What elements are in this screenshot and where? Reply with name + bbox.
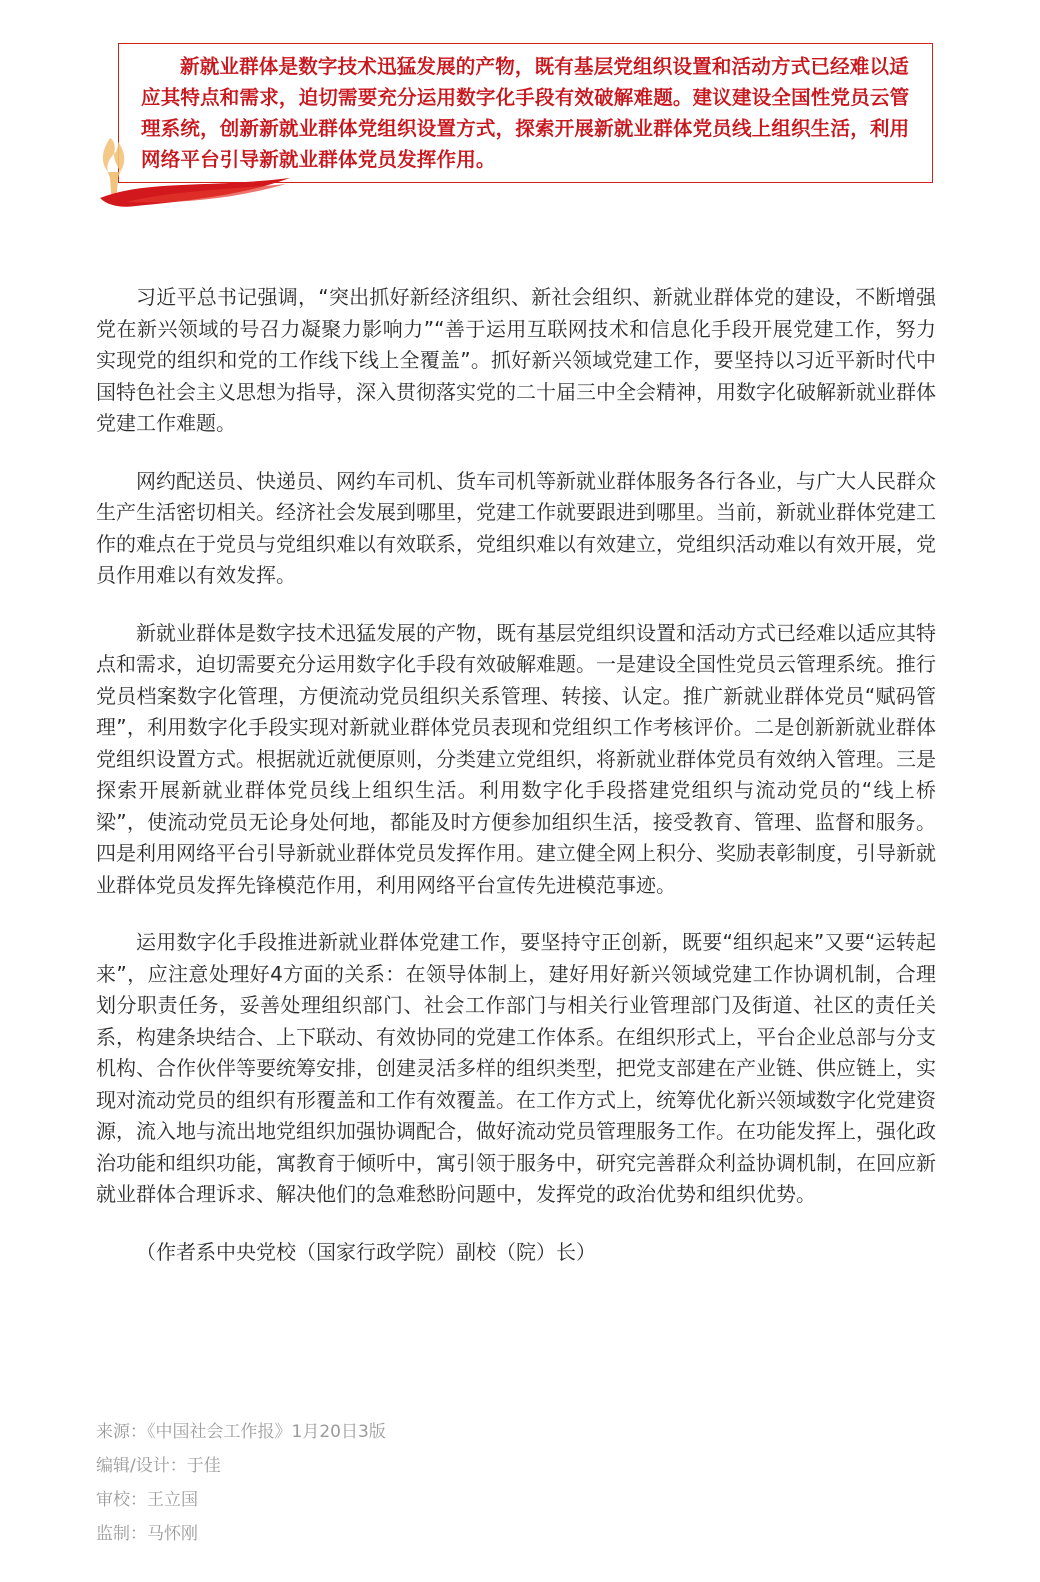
article-paragraph-3: 新就业群体是数字技术迅猛发展的产物，既有基层党组织设置和活动方式已经难以适应其特点和需求，迫切需要充分运用数字化手段有效破解难题。一是建设全国性党员云管理系统。推行党员档案数字化管理，方便流动党员组织关系管理、转接、认定。推广新就业群体党员“赋码管理”，利用数字化手段实现对新就业群体党员表现和党组织工作考核评价。二是创新新就业群体党组织设置方式。根据就近就便原则，分类建立党组织，将新就业群体党员有效纳入管理。三是探索开展新就业群体党员线上组织生活。利用数字化手段搭建党组织与流动党员的“线上桥梁”，使流动党员无论身处何地，都能及时方便参加组织生活，接受教育、管理、监督和服务。四是利用网络平台引导新就业群体党员发挥作用。建立健全网上积分、奖励表彰制度，引导新就业群体党员发挥先锋模范作用，利用网络平台宣传先进模范事迹。 bbox=[96, 620, 936, 897]
article-paragraph-2: 网约配送员、快递员、网约车司机、货车司机等新就业群体服务各行各业，与广大人民群众生产生活密切相关。经济社会发展到哪里，党建工作就要跟进到哪里。当前，新就业群体党建工作的难点在于党员与党组织难以有效联系，党组织难以有效建立，党组织活动难以有效开展，党员作用难以有效发挥。 bbox=[96, 468, 936, 587]
credit-editor: 编辑/设计：于佳 bbox=[96, 1456, 221, 1476]
article-paragraph-1: 习近平总书记强调，“突出抓好新经济组织、新社会组织、新就业群体党的建设，不断增强党在新兴领域的号召力凝聚力影响力”“善于运用互联网技术和信息化手段开展党建工作，努力实现党的组织和党的工作线下线上全覆盖”。抓好新兴领域党建工作，要坚持以习近平新时代中国特色社会主义思想为指导，深入贯彻落实党的二十届三中全会精神，用数字化破解新就业群体党建工作难题。 bbox=[96, 285, 936, 435]
article-paragraph-4: 运用数字化手段推进新就业群体党建工作，要坚持守正创新，既要“组织起来”又要“运转起来”，应注意处理好4方面的关系：在领导体制上，建好用好新兴领域党建工作协调机制，合理划分职责任务，妥善处理组织部门、社会工作部门与相关行业管理部门及街道、社区的责任关系，构建条块结合、上下联动、有效协同的党建工作体系。在组织形式上，平台企业总部与分支机构、合作伙伴等要统筹安排，创建灵活多样的组织类型，把党支部建在产业链、供应链上，实现对流动党员的组织有形覆盖和工作有效覆盖。在工作方式上，统筹优化新兴领域数字化党建资源，流入地与流出地党组织加强协调配合，做好流动党员管理服务工作。在功能发挥上，强化政治功能和组织功能，寓教育于倾听中，寓引领于服务中，研究完善群众利益协调机制，在回应新就业群体合理诉求、解决他们的急难愁盼问题中，发挥党的政治优势和组织优势。 bbox=[96, 930, 936, 1206]
credit-source: 来源：《中国社会工作报》1月20日3版 bbox=[96, 1422, 386, 1442]
torch-ribbon-icon bbox=[96, 128, 292, 212]
article-body bbox=[96, 282, 936, 1268]
summary-text: 新就业群体是数字技术迅猛发展的产物，既有基层党组织设置和活动方式已经难以适应其特点和需求，迫切需要充分运用数字化手段有效破解难题。建议建设全国性党员云管理系统，创新新就业群体党组织设置方式，探索开展新就业群体党员线上组织生活，利用网络平台引导新就业群体党员发挥作用。 bbox=[141, 55, 910, 171]
credits-block bbox=[96, 1415, 696, 1551]
credit-producer: 监制：马怀刚 bbox=[96, 1524, 198, 1544]
credit-reviewer: 审校：王立国 bbox=[96, 1490, 198, 1510]
author-note: （作者系中央党校（国家行政学院）副校（院）长） bbox=[136, 1239, 596, 1264]
